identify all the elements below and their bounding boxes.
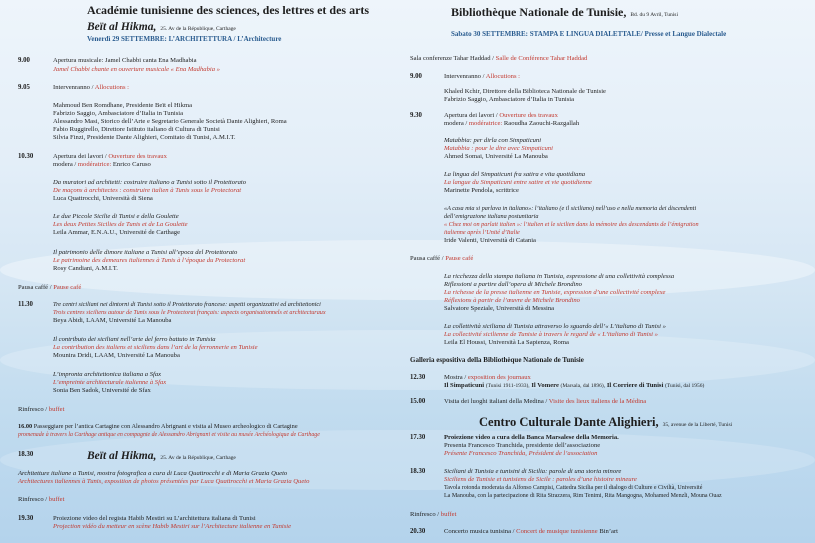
exhibit-it: Architetture italiane a Tunisi, mostra fotografica a cura di Luca Quattrocchi e di Maria Grazia Queto <box>18 470 288 477</box>
day-title-saturday: Sabato 30 SETTEMBRE: STAMPA E LINGUA DIALETTALE/ Presse et Langue Dialectale <box>451 30 727 38</box>
talk-it: «A casa mia si parlava in italiano»: l’italiano (e il siciliano) nell’uso e nella memoria dei discendenti <box>444 205 697 212</box>
session-heading: Mostra / exposition des journaux <box>444 374 531 381</box>
venue-name: Beït al Hikma, <box>87 450 157 462</box>
centro-name: Centro Culturale Dante Alighieri, <box>479 415 659 429</box>
break-fr: Pause café <box>53 284 82 291</box>
talk-it: Il patrimonio delle dimore italiane a Tunisi all’epoca del Protettorato <box>53 249 238 256</box>
moderator-line: modera / modératrice: Enrico Caruso <box>53 161 151 168</box>
time-label: 11.30 <box>18 301 33 308</box>
time-label: 19.30 <box>18 515 34 522</box>
library-address: Bd. du 9 Avril, Tunisi <box>630 12 678 18</box>
session-fr: Siciliens de Tunisie et tunisiens de Sicile : paroles d’une histoire mineure <box>444 476 637 483</box>
talk-fr: La contribution des italiens et siciliens dans l’art de la ferronnerie en Tunisie <box>53 344 258 351</box>
refreshment-fr: buffet <box>440 511 457 518</box>
room-it: Sala conferenze Tahar Haddad <box>410 55 491 62</box>
coffee-break: Pausa caffé / Pause café <box>410 255 474 262</box>
talk-it: Matabbia: per dirla con Simpaticuni <box>444 137 542 144</box>
talk-it: Il contributo dei siciliani nell’arte del ferro battuto in Tunisia <box>53 336 216 343</box>
session-it: Proiezione video a cura della Banca Marsalese della Memoria. <box>444 434 619 441</box>
session-it: Apertura dei lavori <box>444 112 495 119</box>
talk-fr: italienne après l’Unité d’Italie <box>444 229 520 236</box>
gallery-heading: Galleria espositiva della Bibliothèque Nationale de Tunisie <box>410 356 584 364</box>
talk-it: La collettività siciliana di Tunisia attraverso lo sguardo dell’« L’italiano di Tunisi » <box>444 323 666 330</box>
session-line <box>18 423 298 431</box>
session-it: Concerto musica tunisina <box>444 528 512 535</box>
talk-speaker: Ahmed Somai, Université La Manouba <box>444 153 548 160</box>
session-it: Visita dei luoghi italiani della Medina <box>444 398 544 405</box>
session-fr: Ouverture des travaux <box>499 112 558 119</box>
talk-it: Tre centri siciliani nei dintorni di Tunisi sotto il Protettorato francese: aspetti organizzativi ed architettonici <box>53 301 321 308</box>
break-it: Pausa caffé <box>410 255 441 262</box>
talk-fr: Le patrimoine des demeures italiennes à Tunis à l’époque du Protectorat <box>53 257 246 264</box>
talk-fr: Matabbia : pour le dire avec Simpaticuni <box>444 145 553 152</box>
talk-fr: Réflexions à partir de l’œuvre de Michele Brondino <box>444 297 580 304</box>
library-title <box>451 3 678 21</box>
talk-fr: La langue du Simpaticuni entre satire et vie quotidienne <box>444 179 592 186</box>
session-fr: Ouverture des travaux <box>108 153 167 160</box>
speaker-item: Khaled Kchir, Direttore della Biblioteca Nationale de Tunisie <box>444 88 606 95</box>
session-fr: Concert de musique tunisienne <box>516 528 598 535</box>
talk-fr: Les deux Petites Sicilies de Tunis et de La Goulette <box>53 221 188 228</box>
session-it: Passeggiare per l’antica Cartagine con Alessandro Abrignani e visita al Museo archeologico di Cartagine <box>33 423 298 430</box>
time-label: 9.30 <box>410 112 422 119</box>
talk-it: La ricchezza della stampa italiana in Tunisia, espressione di una collettività complessa <box>444 273 675 280</box>
session-tail: Bin’art <box>599 528 619 535</box>
session-fr: promenade à travers la Carthage antique en compagnie de Alessandro Abrignani et visite au musée Archéologique de Carthage <box>18 432 320 438</box>
moderator-fr: modératrice: <box>468 120 503 127</box>
moderator-it: modera <box>53 161 73 168</box>
refreshment-fr: buffet <box>48 496 65 503</box>
academy-title: Académie tunisienne des sciences, des lettres et des arts <box>87 3 370 17</box>
talk-fr: De maçons à architectes : construire italien à Tunis sous le Protectorat <box>53 187 242 194</box>
session-it: Apertura musicale: Jamel Chabbi canta Ena Madhabia <box>53 57 197 64</box>
talk-speaker: Sonia Ben Sadok, Université de Sfax <box>53 387 151 394</box>
refreshment: Rinfresco / buffet <box>410 511 457 518</box>
time-label: 10.30 <box>18 153 34 160</box>
talk-it: L’impronta architettonica italiana a Sfax <box>53 371 162 378</box>
talk-fr: La collectivité sicilienne de Tunisie à travers le regard de « L’italiano di Tunisi » <box>444 331 658 338</box>
talk-fr: Trois centres siciliens autour de Tunis sous le Protectorat français: aspects organisationnels et architecturaux <box>53 309 326 316</box>
refreshment: Rinfresco / buffet <box>18 406 65 413</box>
venue-heading <box>87 446 236 464</box>
session-heading: Apertura dei lavori / Ouverture des travaux <box>444 112 558 119</box>
talk-speaker: Leila El Houssi, Università La Sapienza, Roma <box>444 339 569 346</box>
room-fr: Salle de Conférence Tahar Haddad <box>495 55 588 62</box>
time-label: 15.00 <box>410 398 426 405</box>
centro-address: 35, avenue de la Liberté, Tunisi <box>662 422 733 428</box>
session-it: Mostra <box>444 374 463 381</box>
speaker-item: Fabrizio Saggio, Ambasciatore d’Italia in Tunisia <box>53 110 184 117</box>
talk-speaker: Iride Valenti, Università di Catania <box>444 237 536 244</box>
venue-address: 25. Av de la République, Carthage <box>160 455 236 461</box>
academy-subheader <box>87 17 236 35</box>
time-label: 9.00 <box>18 57 30 64</box>
refreshment-it: Rinfresco <box>410 511 436 518</box>
session-heading: Intervenranno / Allocutions : <box>444 73 521 80</box>
refreshment-fr: buffet <box>48 406 65 413</box>
speaker-item: Fabio Ruggirello, Direttore Istituto italiano di Cultura di Tunisi <box>53 126 220 133</box>
moderator-line: modera / modératrice: Raoudha Zaouchi-Razgallah <box>444 120 580 127</box>
refreshment: Rinfresco / buffet <box>18 496 65 503</box>
talk-speaker: Leila Ammar, E.N.A.U., Université de Carthage <box>53 229 180 236</box>
session-it: Apertura dei lavori <box>53 153 104 160</box>
session-line: Presenta Francesco Tranchida, presidente dell’associazione <box>444 442 601 449</box>
session-fr: Visite des lieux italiens de la Médina <box>548 398 647 405</box>
session-heading: Visita dei luoghi italiani della Medina / Visite des lieux italiens de la Médina <box>444 398 647 405</box>
talk-speaker: Luca Quattrocchi, Università di Siena <box>53 195 153 202</box>
academy-name: Beït al Hikma, <box>87 21 157 33</box>
time-label: 17.30 <box>410 434 426 441</box>
newspaper-title: Il Vomere <box>531 382 559 389</box>
session-fr: Allocutions : <box>94 84 130 91</box>
moderator-it: modera <box>444 120 464 127</box>
coffee-break: Pausa caffé / Pause café <box>18 284 82 291</box>
room-label: Sala conferenze Tahar Haddad / Salle de Conférence Tahar Haddad <box>410 55 588 62</box>
talk-it: La lingua del Simpaticuni fra satira e vita quotidiana <box>444 171 586 178</box>
newspaper-title: Il Simpaticuni <box>444 382 485 389</box>
talk-fr: La richesse de la presse italienne en Tunisie, expression d’une collectivité complexe <box>444 289 666 296</box>
time-label: 18.30 <box>410 468 426 475</box>
newspaper-dates: (Tunisi, dal 1956) <box>664 383 705 389</box>
talk-speaker: Marinette Pendola, scrittrice <box>444 187 519 194</box>
library-name: Bibliothèque Nationale de Tunisie, <box>451 5 627 19</box>
session-fr: Jamel Chabbi chante en ouverture musicale « Ena Madhabia » <box>53 66 220 73</box>
session-fr: Allocutions : <box>485 73 521 80</box>
session-fr: Projection vidéo du metteur en scène Habib Mestiri sur l’Architecture italienne en Tunisie <box>53 523 292 530</box>
time-label: 12.30 <box>410 374 426 381</box>
session-heading: Intervenranno / Allocutions : <box>53 84 130 91</box>
centro-heading <box>479 413 732 431</box>
session-line: La Manouba, con la partecipazione di Rita Strazzera, Rim Tenimi, Rita Mangogna, Mohamed Menzli, Mouna Ouaz <box>444 493 722 499</box>
refreshment-it: Rinfresco <box>18 406 44 413</box>
time-label: 20.30 <box>410 528 426 535</box>
speaker-item: Mahmoud Ben Romdhane, Presidente Beït el Hikma <box>53 102 192 109</box>
session-it: Siciliani di Tunisia e tunisini di Sicilia: parole di una storia minore <box>444 468 622 475</box>
break-fr: Pause café <box>445 255 474 262</box>
session-it: Proiezione video del regista Habib Mestiri su L’architettura italiana di Tunisi <box>53 515 256 522</box>
talk-speaker: Salvatore Speziale, Università di Messina <box>444 305 555 312</box>
session-fr: exposition des journaux <box>467 374 531 381</box>
newspaper-title: Il Corriere di Tunisi <box>606 382 664 389</box>
break-it: Pausa caffé <box>18 284 49 291</box>
talk-fr: L’empreinte architecturale italienne à Sfax <box>53 379 167 386</box>
session-fr: Présente Francesco Tranchida, Président de l’association <box>444 450 598 457</box>
moderator-name: Raoudha Zaouchi-Razgallah <box>503 120 580 127</box>
talk-it: Da muratori ad architetti: costruire italiano a Tunisi sotto il Protettorato <box>53 179 247 186</box>
moderator-name: Enrico Caruso <box>112 161 151 168</box>
refreshment-it: Rinfresco <box>18 496 44 503</box>
session-it: Intervenranno <box>53 84 90 91</box>
talk-it: dell’emigrazione italiana postunitaria <box>444 213 539 220</box>
time-label: 16.00 <box>18 423 33 430</box>
session-heading: Concerto musica tunisina / Concert de musique tunisienne Bin’art <box>444 528 619 535</box>
session-heading: Apertura dei lavori / Ouverture des travaux <box>53 153 167 160</box>
time-label: 9.05 <box>18 84 30 91</box>
session-line: Tavola rotonda moderata da Alfonso Campisi, Cattedra Sicilia per il dialogo di Culture e Civiltà, Université <box>444 485 703 491</box>
speaker-item: Silvia Finzi, Presidente Dante Alighieri, Comitato di Tunisi, A.M.I.T. <box>53 134 236 141</box>
academy-address: 25. Av de la République, Carthage <box>160 26 236 32</box>
speaker-item: Alessandro Masi, Storico dell’Arte e Segretario Generale Società Dante Alighieri, Roma <box>53 118 287 125</box>
moderator-fr: modératrice: <box>77 161 112 168</box>
time-label: 18.30 <box>18 451 34 458</box>
time-label: 9.00 <box>410 73 422 80</box>
talk-fr: « Chez moi on parlait italien »: l’italien et le sicilien dans la mémoire des descendants de l’émigration <box>444 221 699 228</box>
newspaper-dates: (Marsala, dal 1896), <box>560 383 606 389</box>
talk-speaker: Rosy Candiani, A.M.I.T. <box>53 265 118 272</box>
talk-it: Riflessioni a partire dall’opera di Michele Brondino <box>444 281 582 288</box>
newspapers-line <box>444 382 704 390</box>
exhibit-fr: Architectures italiennes à Tunis, exposition de photos présentées par Luca Quattrocchi et Maria Grazia Queto <box>18 478 310 485</box>
talk-speaker: Mounira Dridi, LAAM, Université La Manouba <box>53 352 180 359</box>
day-title-friday: Venerdì 29 SETTEMBRE: L’ARCHITETTURA / L’Architecture <box>87 35 282 43</box>
newspaper-dates: (Tunisi 1911-1933), <box>485 383 530 389</box>
speaker-item: Fabrizio Saggio, Ambasciatore d’Italia in Tunisia <box>444 96 575 103</box>
talk-it: Le due Piccole Sicilie di Tunisi e della Goulette <box>53 213 179 220</box>
session-it: Intervenranno <box>444 73 481 80</box>
talk-speaker: Beya Abidi, LAAM, Université La Manouba <box>53 317 172 324</box>
